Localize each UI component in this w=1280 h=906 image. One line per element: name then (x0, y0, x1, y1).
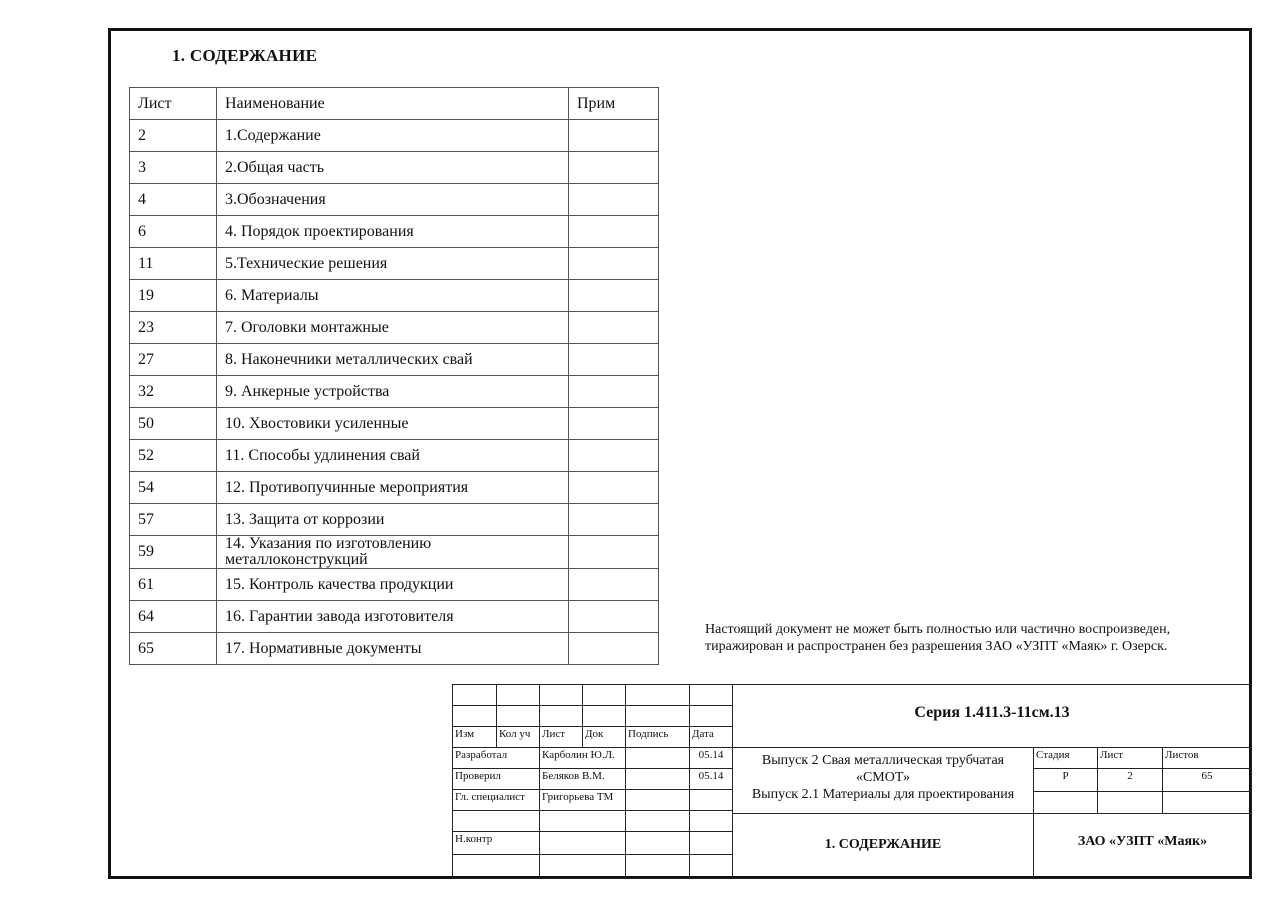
table-row (130, 472, 659, 504)
empty-cell (1162, 791, 1252, 814)
row-sheet-number: 11 (130, 248, 217, 280)
copyright-note: Настоящий документ не может быть полностью или частично воспроизведен, тиражирован и распространен без разрешения ЗАО «УЗПТ «Маяк» г. Озерск. (705, 622, 1171, 654)
row-sheet-number: 57 (130, 504, 217, 536)
sheet-value: 2 (1097, 768, 1163, 792)
row-note (569, 408, 659, 440)
checker-signature (625, 768, 690, 790)
table-row (130, 344, 659, 376)
table-row (130, 216, 659, 248)
chief-signature (625, 789, 690, 811)
empty-cell (452, 854, 540, 879)
sheet-label: Лист (1097, 747, 1163, 769)
role-developer: Разработал (452, 747, 540, 769)
sheet-title: 1. СОДЕРЖАНИЕ (732, 813, 1034, 879)
row-section-name: 3.Обозначения (217, 184, 569, 216)
row-section-name: 12. Противопучинные мероприятия (217, 472, 569, 504)
organization-name: ЗАО «УЗПТ «Маяк» (1033, 813, 1252, 879)
row-section-name: 9. Анкерные устройства (217, 376, 569, 408)
row-note (569, 376, 659, 408)
header-note: Прим (569, 88, 659, 120)
row-section-name: 10. Хвостовики усиленные (217, 408, 569, 440)
row-sheet-number: 23 (130, 312, 217, 344)
rev-cell (625, 705, 690, 727)
row-note (569, 472, 659, 504)
table-row (130, 184, 659, 216)
row-section-name: 16. Гарантии завода изготовителя (217, 601, 569, 633)
description-line-2: Выпуск 2.1 Материалы для проектирования (751, 787, 1015, 802)
col-podpis: Подпись (625, 726, 690, 748)
header-name: Наименование (217, 88, 569, 120)
empty-cell (452, 810, 540, 832)
empty-cell (689, 810, 733, 832)
table-row (130, 633, 659, 665)
row-note (569, 216, 659, 248)
stage-value: Р (1033, 768, 1098, 792)
row-section-name: 8. Наконечники металлических свай (217, 344, 569, 376)
rev-cell (452, 684, 497, 706)
table-row (130, 120, 659, 152)
rev-cell (496, 705, 540, 727)
row-section-name: 4. Порядок проектирования (217, 216, 569, 248)
row-note (569, 312, 659, 344)
empty-cell (539, 831, 626, 855)
row-sheet-number: 27 (130, 344, 217, 376)
table-row (130, 504, 659, 536)
row-note (569, 184, 659, 216)
sheets-total-value: 65 (1162, 768, 1252, 792)
col-dok: Док (582, 726, 626, 748)
col-data: Дата (689, 726, 733, 748)
empty-cell (689, 831, 733, 855)
row-sheet-number: 54 (130, 472, 217, 504)
row-note (569, 344, 659, 376)
row-sheet-number: 52 (130, 440, 217, 472)
row-section-name: 1.Содержание (217, 120, 569, 152)
chief-date (689, 789, 733, 811)
row-section-name: 15. Контроль качества продукции (217, 569, 569, 601)
role-checker: Проверил (452, 768, 540, 790)
row-sheet-number: 59 (130, 536, 217, 569)
rev-cell (582, 705, 626, 727)
row-sheet-number: 3 (130, 152, 217, 184)
header-sheet: Лист (130, 88, 217, 120)
rev-cell (539, 684, 583, 706)
table-row (130, 376, 659, 408)
table-row (130, 569, 659, 601)
sheets-total-label: Листов (1162, 747, 1252, 769)
row-note (569, 152, 659, 184)
col-izm: Изм (452, 726, 497, 748)
row-note (569, 536, 659, 569)
row-sheet-number: 65 (130, 633, 217, 665)
checker-name: Беляков В.М. (539, 768, 626, 790)
row-section-name: 5.Технические решения (217, 248, 569, 280)
table-row (130, 601, 659, 633)
empty-cell (1097, 791, 1163, 814)
empty-cell (1033, 791, 1098, 814)
rev-cell (452, 705, 497, 727)
row-sheet-number: 4 (130, 184, 217, 216)
empty-cell (539, 854, 626, 879)
row-note (569, 633, 659, 665)
rev-cell (496, 684, 540, 706)
row-section-name: 7. Оголовки монтажные (217, 312, 569, 344)
row-sheet-number: 32 (130, 376, 217, 408)
empty-cell (625, 810, 690, 832)
developer-name: Карболин Ю.Л. (539, 747, 626, 769)
page-title: 1. СОДЕРЖАНИЕ (172, 46, 318, 65)
table-row (130, 248, 659, 280)
empty-cell (625, 831, 690, 855)
role-chief-specialist: Гл. специалист (452, 789, 540, 811)
title-block (452, 684, 1252, 879)
rev-cell (582, 684, 626, 706)
row-sheet-number: 6 (130, 216, 217, 248)
table-row (130, 440, 659, 472)
row-note (569, 248, 659, 280)
row-note (569, 120, 659, 152)
row-section-name: 6. Материалы (217, 280, 569, 312)
table-header-row (130, 88, 659, 120)
description-line-1: Выпуск 2 Свая металлическая трубчатая «СМОТ» (761, 753, 1005, 785)
rev-cell (625, 684, 690, 706)
chief-specialist-name: Григорьева ТМ (539, 789, 626, 811)
row-note (569, 601, 659, 633)
empty-cell (689, 854, 733, 879)
row-section-name: 14. Указания по изготовлению металлоконструкций (217, 536, 569, 569)
rev-cell (539, 705, 583, 727)
table-row (130, 280, 659, 312)
row-sheet-number: 2 (130, 120, 217, 152)
table-row (130, 408, 659, 440)
row-section-name: 2.Общая часть (217, 152, 569, 184)
developer-date: 05.14 (689, 747, 733, 769)
developer-signature (625, 747, 690, 769)
table-row (130, 536, 659, 569)
row-note (569, 504, 659, 536)
row-section-name: 13. Защита от коррозии (217, 504, 569, 536)
row-sheet-number: 19 (130, 280, 217, 312)
empty-cell (539, 810, 626, 832)
col-kol: Кол уч (496, 726, 540, 748)
stage-label: Стадия (1033, 747, 1098, 769)
document-description (732, 747, 1034, 814)
row-sheet-number: 61 (130, 569, 217, 601)
row-section-name: 11. Способы удлинения свай (217, 440, 569, 472)
rev-cell (689, 705, 733, 727)
row-sheet-number: 50 (130, 408, 217, 440)
rev-cell (689, 684, 733, 706)
series-title: Серия 1.411.3-11см.13 (732, 684, 1252, 748)
checker-date: 05.14 (689, 768, 733, 790)
row-section-name: 17. Нормативные документы (217, 633, 569, 665)
role-norm-control: Н.контр (452, 831, 540, 855)
row-note (569, 569, 659, 601)
contents-table (129, 87, 659, 665)
table-row (130, 312, 659, 344)
row-note (569, 440, 659, 472)
col-list: Лист (539, 726, 583, 748)
row-note (569, 280, 659, 312)
row-sheet-number: 64 (130, 601, 217, 633)
table-row (130, 152, 659, 184)
empty-cell (625, 854, 690, 879)
